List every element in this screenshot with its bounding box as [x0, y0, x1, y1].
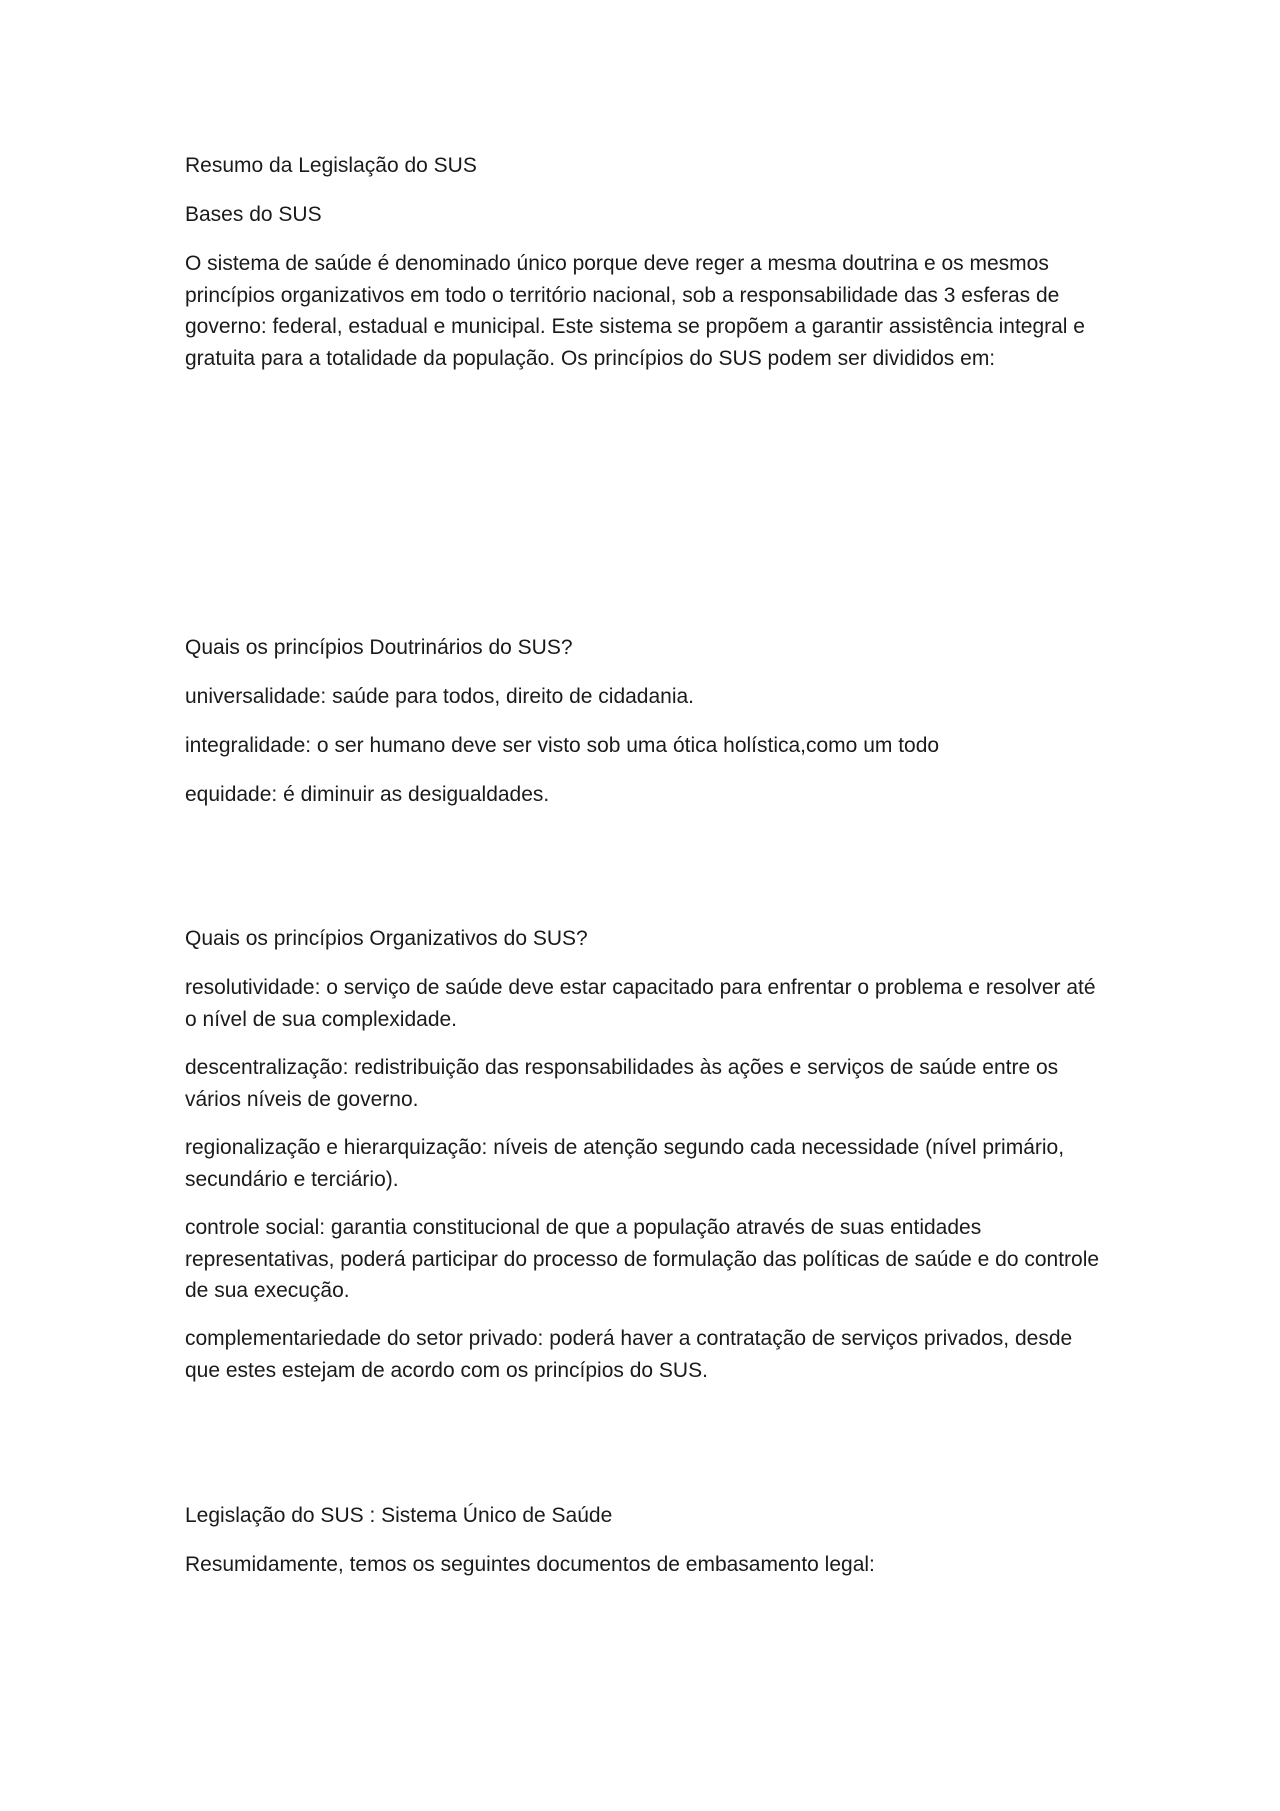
document-title: Resumo da Legislação do SUS [185, 154, 477, 177]
organizativo-item-regionalizacao: regionalização e hierarquização: níveis de atenção segundo cada necessidade (nível primário, secundário e terciário). [185, 1136, 1065, 1191]
legislacao-intro: Resumidamente, temos os seguintes documentos de embasamento legal: [185, 1553, 875, 1576]
intro-paragraph: O sistema de saúde é denominado único porque deve reger a mesma doutrina e os mesmos princípios organizativos em todo o território nacional, sob a responsabilidade das 3 esferas de governo: federal, estadual e municipal. Este sistema se propõem a garantir assistência integral e gratuita para a totalidade da população. Os princípios do SUS podem ser divididos em: [185, 252, 1085, 370]
doutrinario-item-equidade: equidade: é diminuir as desigualdades. [185, 783, 550, 806]
section-heading-bases: Bases do SUS [185, 203, 322, 226]
organizativo-item-controle-social: controle social: garantia constitucional de que a população através de suas entidades representativas, poderá participar do processo de formulação das políticas de saúde e do controle de sua execução. [185, 1216, 1100, 1302]
doutrinario-item-universalidade: universalidade: saúde para todos, direito de cidadania. [185, 685, 695, 708]
doutrinarios-heading: Quais os princípios Doutrinários do SUS? [185, 636, 573, 659]
organizativo-item-descentralizacao: descentralização: redistribuição das responsabilidades às ações e serviços de saúde entre os vários níveis de governo. [185, 1056, 1059, 1111]
organizativo-item-complementariedade: complementariedade do setor privado: poderá haver a contratação de serviços privados, desde que estes estejam de acordo com os princípios do SUS. [185, 1327, 1073, 1382]
organizativo-item-resolutividade: resolutividade: o serviço de saúde deve estar capacitado para enfrentar o problema e resolver até o nível de sua complexidade. [185, 976, 1096, 1031]
organizativos-heading: Quais os princípios Organizativos do SUS? [185, 927, 588, 950]
legislacao-heading: Legislação do SUS : Sistema Único de Saúde [185, 1504, 613, 1527]
doutrinario-item-integralidade: integralidade: o ser humano deve ser visto sob uma ótica holística,como um todo [185, 734, 940, 757]
